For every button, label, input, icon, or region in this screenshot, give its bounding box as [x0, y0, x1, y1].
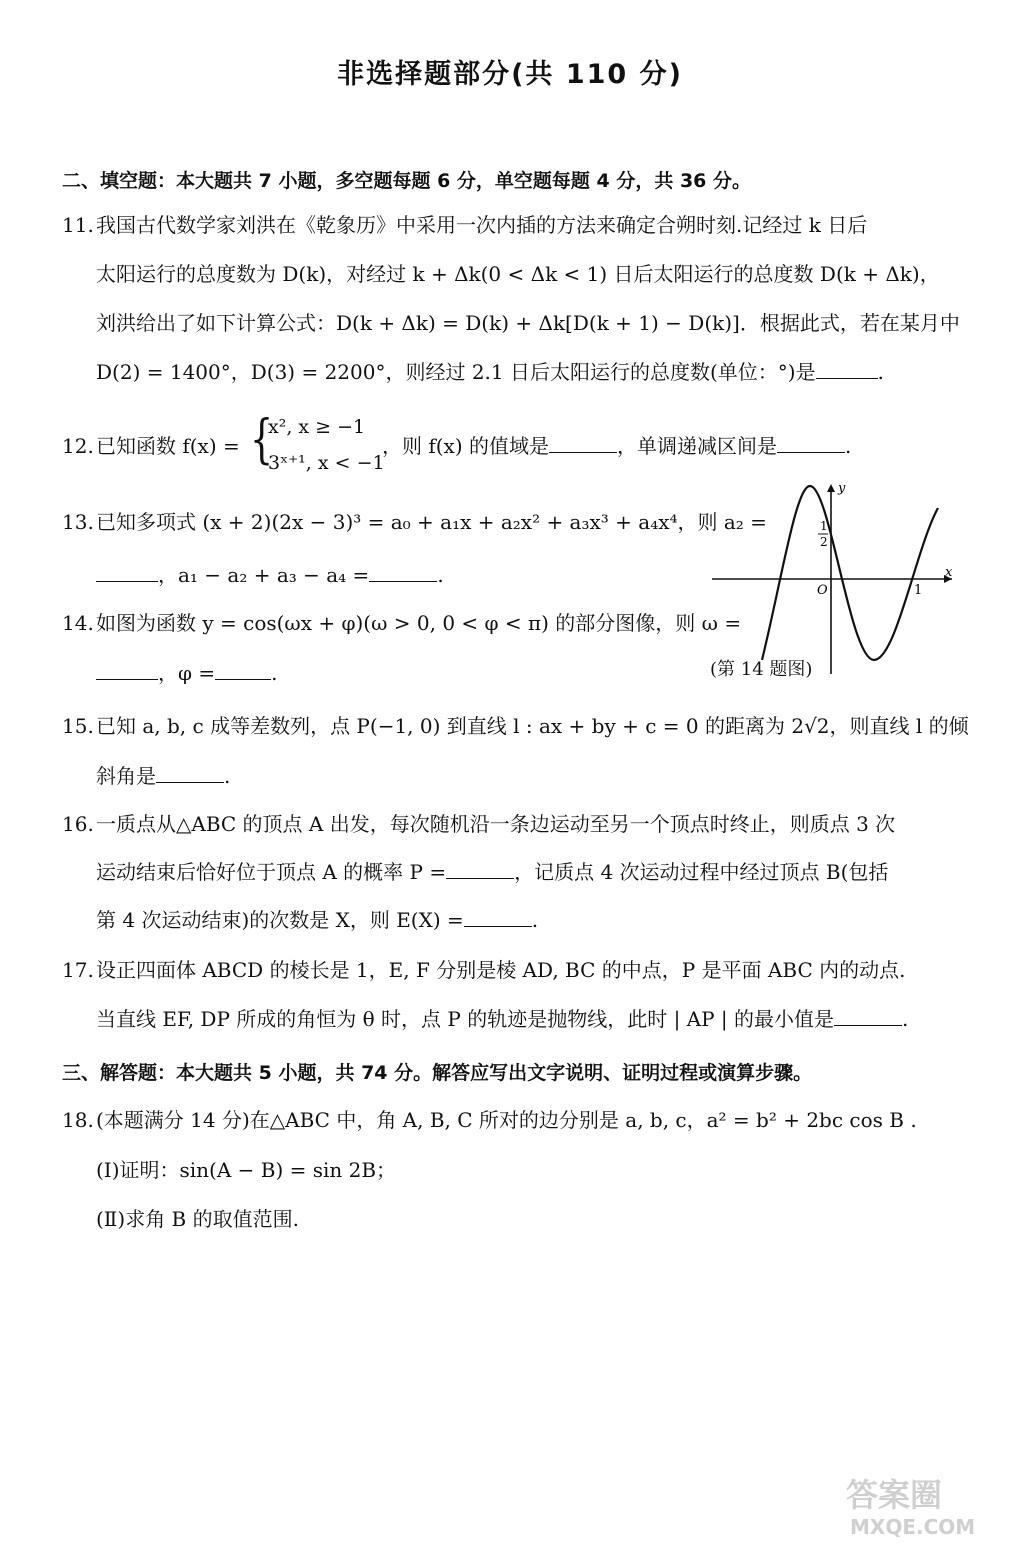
q15-line-1: 已知 a, b, c 成等差数列，点 P(−1, 0) 到直线 l : ax + by + c = 0 的距离为 2√2，则直线 l 的倾 [96, 714, 969, 738]
q16-count-text: ，记质点 4 次运动过程中经过顶点 B(包括 [514, 860, 889, 884]
q12-range-text: ，则 f(x) 的值域是 [382, 434, 550, 458]
q15-period: . [224, 764, 231, 788]
origin-label: O [817, 583, 828, 598]
q17-period: . [902, 1007, 909, 1031]
x-axis-label: x [945, 565, 953, 580]
q13-period: . [437, 563, 444, 587]
q18-part-1: (Ⅰ)证明：sin(A − B) = sin 2B； [96, 1158, 397, 1182]
figure-caption: (第 14 题图) [710, 659, 813, 680]
y-tick-numerator: 1 [820, 519, 828, 533]
q16-line-3 [96, 906, 538, 934]
q15-angle-text: 斜角是 [96, 764, 156, 788]
site-watermark-logo [840, 1470, 1010, 1540]
q11-line-3: 刘洪给出了如下计算公式：D(k + Δk) = D(k) + Δk[D(k + 1) − D(k)]．根据此式，若在某月中 [96, 311, 960, 335]
q12-decreasing-text: ，单调递减区间是 [617, 434, 778, 458]
section-fill-in-header: 二、填空题：本大题共 7 小题，多空题每题 6 分，单空题每题 4 分，共 36 分。 [62, 170, 752, 192]
q13-alt-sum-text: ，a₁ − a₂ + a₃ − a₄ = [158, 563, 370, 587]
q14-line-2 [96, 659, 277, 687]
q14-line-1: 如图为函数 y = cos(ωx + φ)(ω > 0, 0 < φ < π) 的部分图像，则 ω = [96, 611, 742, 635]
q11-line-4 [96, 358, 884, 386]
q12-piece-2: 3ˣ⁺¹, x < −1 [268, 452, 385, 474]
watermark-bottom-text: MXQE.COM [850, 1515, 976, 1539]
q12-number: 12. [62, 434, 94, 458]
q11-answer-blank[interactable] [816, 360, 878, 379]
q15-line-2 [96, 762, 230, 790]
q11-line-1: 我国古代数学家刘洪在《乾象历》中采用一次内插的方法来确定合朔时刻.记经过 k 日后 [96, 213, 868, 237]
q11-period: . [877, 360, 884, 384]
q12-period: . [845, 434, 852, 458]
q14-omega-blank[interactable] [96, 661, 158, 680]
q12-decreasing-blank[interactable] [777, 434, 845, 453]
y-tick-denominator: 2 [820, 535, 828, 549]
q14-number: 14. [62, 611, 94, 635]
q13-number: 13. [62, 510, 94, 534]
page-title: 非选择题部分(共 110 分) [337, 59, 683, 90]
q15-angle-blank[interactable] [156, 764, 224, 783]
q17-min-blank[interactable] [834, 1007, 902, 1026]
q17-line-1: 设正四面体 ABCD 的棱长是 1，E, F 分别是棱 AD, BC 的中点，P 是平面 ABC 内的动点. [96, 958, 906, 982]
q13-line-2 [96, 561, 444, 589]
q16-prob-blank[interactable] [446, 860, 514, 879]
q13-line-1: 已知多项式 (x + 2)(2x − 3)³ = a₀ + a₁x + a₂x² + a₃x³ + a₄x⁴，则 a₂ = [96, 510, 767, 534]
q16-period: . [531, 908, 539, 932]
x-tick-label: 1 [914, 583, 923, 598]
watermark-top-text: 答案圈 [846, 1476, 943, 1514]
q16-line-2 [96, 858, 888, 886]
q14-phi-blank[interactable] [215, 661, 271, 680]
y-axis-label: y [838, 481, 846, 496]
y-axis-arrow-icon [827, 484, 835, 492]
q16-expect-blank[interactable] [464, 908, 532, 927]
q13-alt-sum-blank[interactable] [369, 563, 437, 582]
q15-number: 15. [62, 714, 94, 738]
q11-line-4-text: D(2) = 1400°，D(3) = 2200°，则经过 2.1 日后太阳运行的总度数(单位：°)是 [96, 360, 816, 384]
q17-line-2 [96, 1005, 908, 1033]
section-solution-header: 三、解答题：本大题共 5 小题，共 74 分。解答应写出文字说明、证明过程或演算步骤。 [62, 1062, 813, 1084]
q14-period: . [271, 661, 278, 685]
cosine-curve [762, 486, 938, 660]
q12-range-blank[interactable] [549, 434, 617, 453]
q13-a2-blank[interactable] [96, 563, 158, 582]
q11-number: 11. [62, 213, 94, 237]
q11-line-2: 太阳运行的总度数为 D(k)，对经过 k + Δk(0 < Δk < 1) 日后太阳运行的总度数 D(k + Δk)， [96, 262, 940, 286]
q18-part-2: (Ⅱ)求角 B 的取值范围. [96, 1207, 299, 1231]
q16-line-1: 一质点从△ABC 的顶点 A 出发，每次随机沿一条边运动至另一个顶点时终止，则质点 3 次 [96, 812, 896, 836]
cosine-graph [700, 478, 962, 684]
q12-piece-1: x², x ≥ −1 [268, 416, 366, 438]
q18-line-1: (本题满分 14 分)在△ABC 中，角 A, B, C 所对的边分别是 a, b, c，a² = b² + 2bc cos B . [96, 1108, 917, 1132]
q17-number: 17. [62, 958, 94, 982]
q12-lead: 已知函数 f(x) = [96, 434, 240, 458]
q17-min-text: 当直线 EF, DP 所成的角恒为 θ 时，点 P 的轨迹是抛物线，此时 | AP | 的最小值是 [96, 1007, 835, 1031]
q16-expect-text: 第 4 次运动结束)的次数是 X，则 E(X) = [96, 908, 464, 932]
q14-phi-text: ，φ = [158, 661, 216, 685]
q18-number: 18. [62, 1108, 94, 1132]
piecewise-brace-icon: { [249, 410, 274, 470]
q12-tail [382, 432, 851, 460]
q16-prob-text: 运动结束后恰好位于顶点 A 的概率 P = [96, 860, 447, 884]
q16-number: 16. [62, 812, 94, 836]
